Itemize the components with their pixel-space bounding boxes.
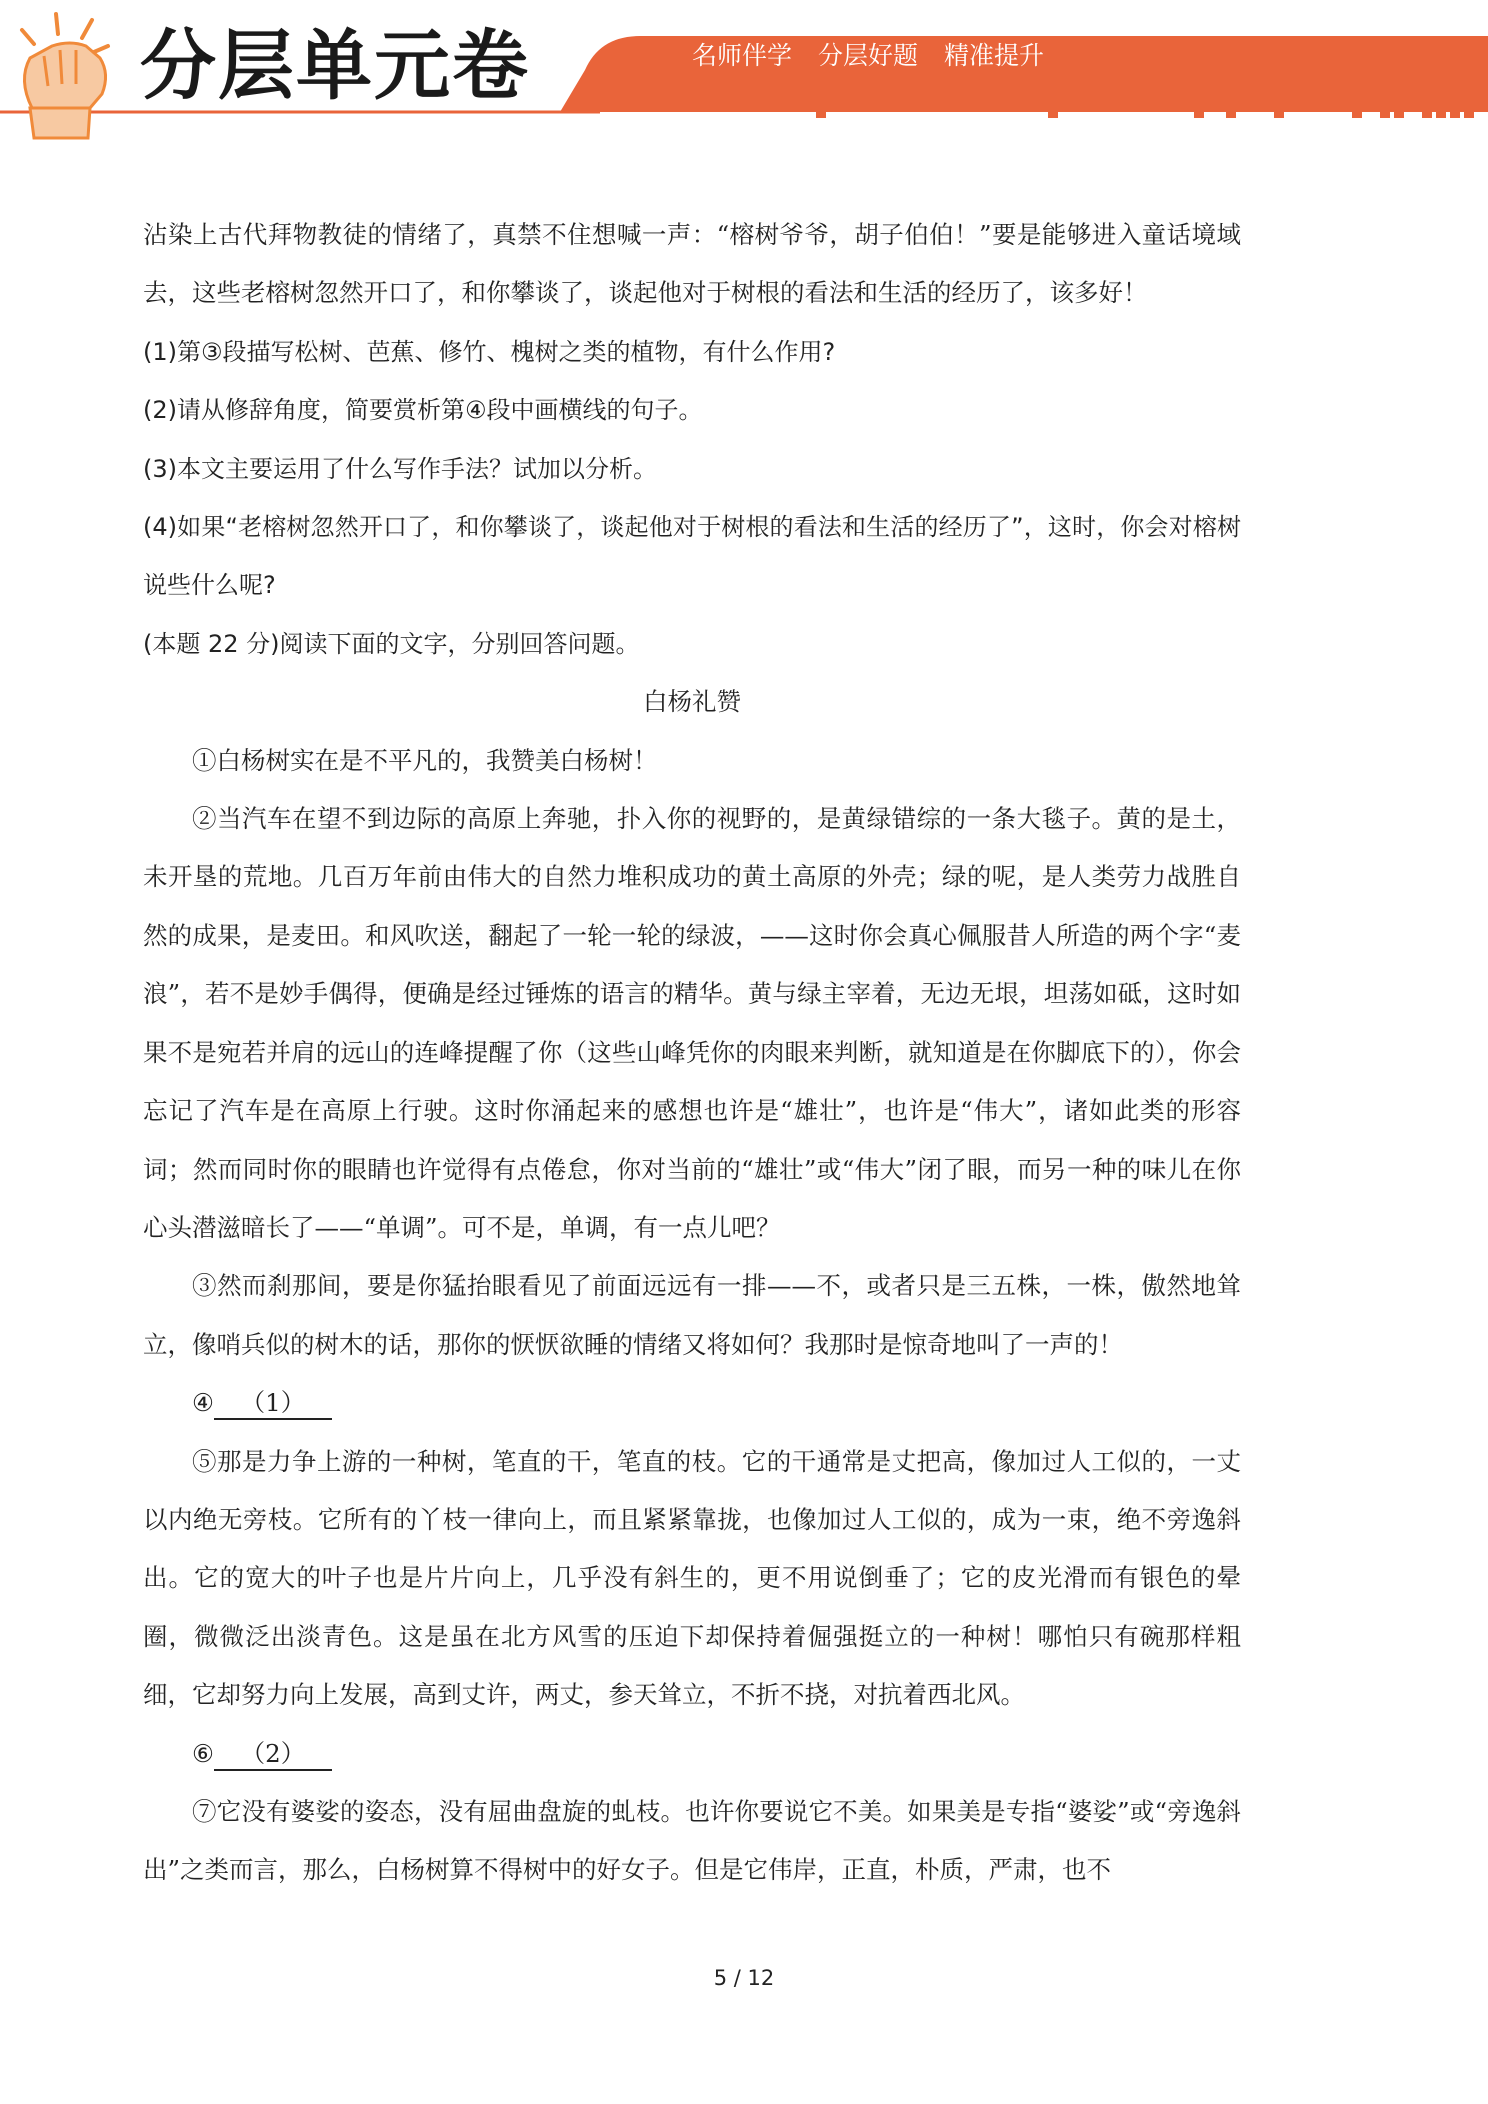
- document-body: [143, 206, 1241, 1900]
- section-instruction: (本题 22 分)阅读下面的文字，分别回答问题。: [143, 629, 640, 658]
- article-paragraph-4: [143, 1374, 1241, 1432]
- paragraph-number: ⑥: [192, 1738, 214, 1768]
- paragraph-number: ④: [192, 1388, 214, 1418]
- passage-paragraph: 沾染上古代拜物教徒的情绪了，真禁不住想喊一声：“榕树爷爷，胡子伯伯！”要是能够进入童话境域去，这些老榕树忽然开口了，和你攀谈了，谈起他对于树根的看法和生活的经历了，该多好！: [143, 220, 1241, 308]
- slogan-3: 精准提升: [944, 41, 1045, 70]
- question-4: (4)如果“老榕树忽然开口了，和你攀谈了，谈起他对于树根的看法和生活的经历了”，这时，你会对榕树说些什么呢?: [143, 513, 1241, 600]
- fist-icon: [22, 14, 108, 138]
- slogan-2: 分层好题: [818, 41, 919, 70]
- fill-in-blank-1[interactable]: （1）: [214, 1388, 332, 1420]
- article-paragraph-2: ②当汽车在望不到边际的高原上奔驰，扑入你的视野的，是黄绿错综的一条大毯子。黄的是土，未开垦的荒地。几百万年前由伟大的自然力堆积成功的黄土高原的外壳；绿的呢，是人类劳力战胜自然的成果，是麦田。和风吹送，翻起了一轮一轮的绿波，——这时你会真心佩服昔人所造的两个字“麦浪”，若不是妙手偶得，便确是经过锤炼的语言的精华。黄与绿主宰着，无边无垠，坦荡如砥，这时如果不是宛若并肩的远山的连峰提醒了你（这些山峰凭你的肉眼来判断，就知道是在你脚底下的），你会忘记了汽车是在高原上行驶。这时你涌起来的感想也许是“雄壮”，也许是“伟大”，诸如此类的形容词；然而同时你的眼睛也许觉得有点倦怠，你对当前的“雄壮”或“伟大”闭了眼，而另一种的味儿在你心头潜滋暗长了——“单调”。可不是，单调，有一点儿吧？: [143, 804, 1241, 1242]
- slogan-1: 名师伴学: [692, 41, 793, 70]
- question-1: (1)第③段描写松树、芭蕉、修竹、槐树之类的植物，有什么作用?: [143, 337, 836, 366]
- page-number: 5 / 12: [713, 1966, 775, 1990]
- question-3: (3)本文主要运用了什么写作手法？试加以分析。: [143, 454, 657, 483]
- article-paragraph-6: [143, 1725, 1241, 1783]
- question-2: (2)请从修辞角度，简要赏析第④段中画横线的句子。: [143, 396, 703, 425]
- page-header: [0, 0, 1488, 150]
- article-paragraph-3: ③然而刹那间，要是你猛抬眼看见了前面远远有一排——不，或者只是三五株，一株，傲然地耸立，像哨兵似的树木的话，那你的恹恹欲睡的情绪又将如何？我那时是惊奇地叫了一声的！: [143, 1271, 1241, 1359]
- header-slogan: [692, 38, 1070, 74]
- article-title: 白杨礼赞: [643, 687, 741, 717]
- fill-in-blank-2[interactable]: （2）: [214, 1739, 332, 1771]
- article-paragraph-1: ①白杨树实在是不平凡的，我赞美白杨树！: [192, 745, 658, 775]
- article-paragraph-5: ⑤那是力争上游的一种树，笔直的干，笔直的枝。它的干通常是丈把高，像加过人工似的，一丈以内绝无旁枝。它所有的丫枝一律向上，而且紧紧靠拢，也像加过人工似的，成为一束，绝不旁逸斜出。它的宽大的叶子也是片片向上，几乎没有斜生的，更不用说倒垂了；它的皮光滑而有银色的晕圈，微微泛出淡青色。这是虽在北方风雪的压迫下却保持着倔强挺立的一种树！哪怕只有碗那样粗细，它却努力向上发展，高到丈许，两丈，参天耸立，不折不挠，对抗着西北风。: [143, 1446, 1241, 1710]
- brand-title: 分层单元卷: [140, 21, 530, 110]
- article-paragraph-7: ⑦它没有婆娑的姿态，没有屈曲盘旋的虬枝。也许你要说它不美。如果美是专指“婆娑”或“旁逸斜出”之类而言，那么，白杨树算不得树中的好女子。但是它伟岸，正直，朴质，严肃，也不: [143, 1796, 1241, 1885]
